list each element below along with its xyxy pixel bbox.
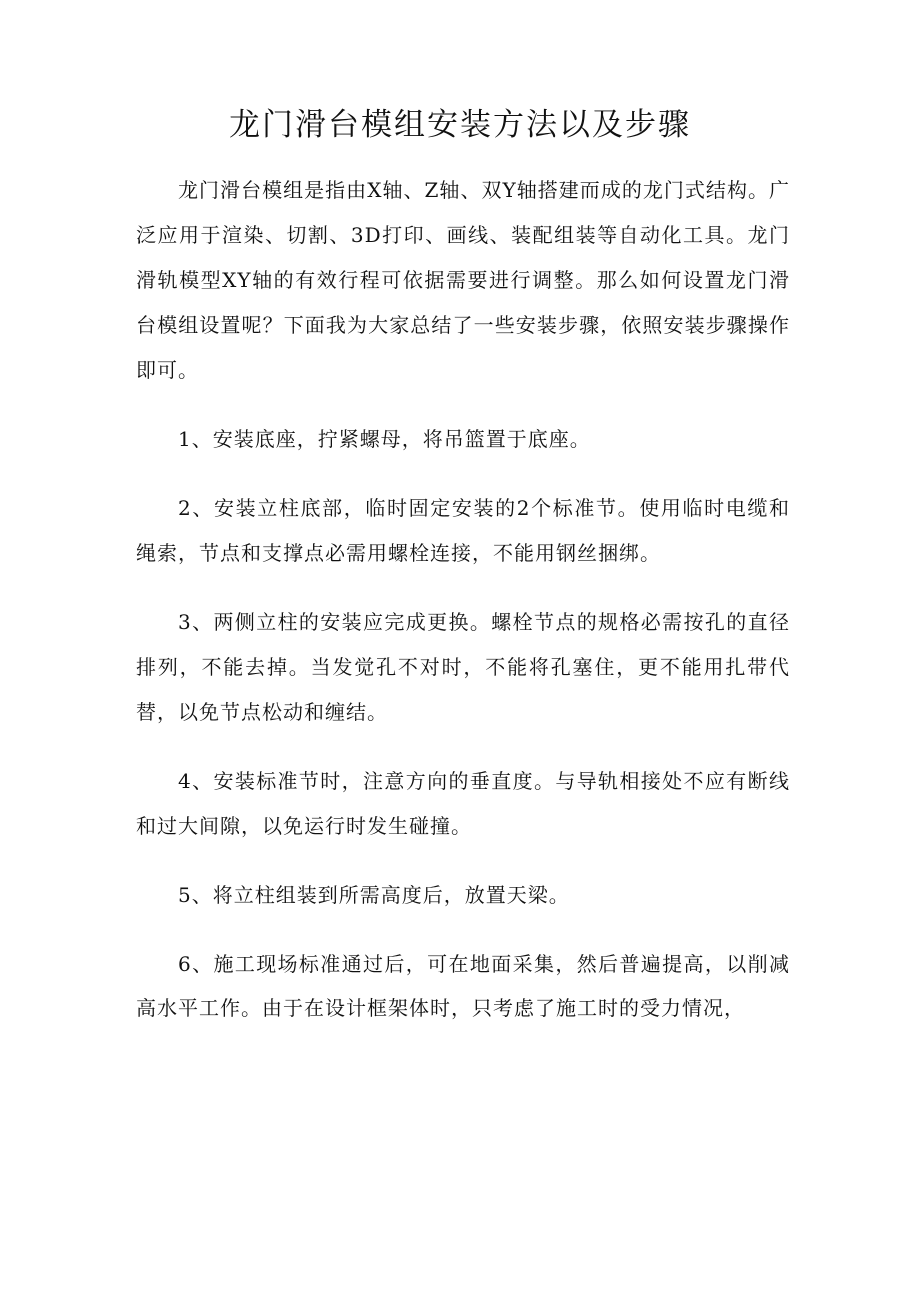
intro-paragraph: 龙门滑台模组是指由X轴、Z轴、双Y轴搭建而成的龙门式结构。广泛应用于渲染、切割、3D打印、画线、装配组装等自动化工具。龙门滑轨模型XY轴的有效行程可依据需要进行调整。那么如何设置龙门滑台模组设置呢？下面我为大家总结了一些安装步骤，依照安装步骤操作即可。	[136, 178, 790, 382]
step-5-paragraph: 5、将立柱组装到所需高度后，放置天梁。	[178, 883, 570, 907]
step-6-paragraph: 6、施工现场标准通过后，可在地面采集，然后普遍提高，以削减高水平工作。由于在设计框架体时，只考虑了施工时的受力情况，	[136, 952, 790, 1020]
step-3-paragraph: 3、两侧立柱的安装应完成更换。螺栓节点的规格必需按孔的直径排列，不能去掉。当发觉孔不对时，不能将孔塞住，更不能用扎带代替，以免节点松动和缠结。	[136, 610, 790, 724]
step-1-paragraph: 1、安装底座，拧紧螺母，将吊篮置于底座。	[178, 427, 591, 451]
step-2-paragraph: 2、安装立柱底部，临时固定安装的2个标准节。使用临时电缆和绳索，节点和支撑点必需用螺栓连接，不能用钢丝捆绑。	[136, 496, 790, 565]
document-body	[136, 168, 790, 1054]
document-title: 龙门滑台模组安装方法以及步骤	[229, 107, 691, 143]
step-4-paragraph: 4、安装标准节时，注意方向的垂直度。与导轨相接处不应有断线和过大间隙，以免运行时发生碰撞。	[136, 769, 790, 838]
